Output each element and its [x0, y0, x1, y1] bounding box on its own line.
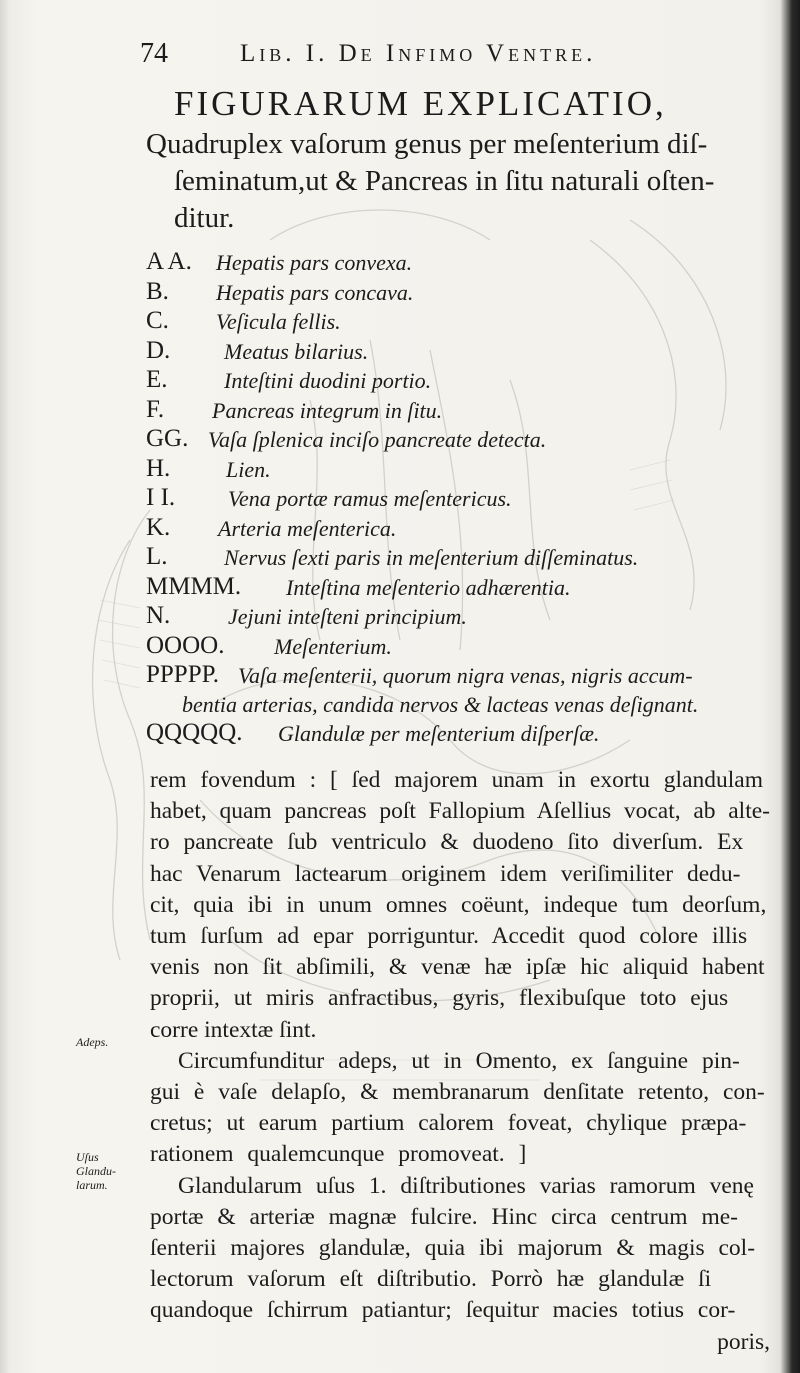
legend-item — [146, 719, 786, 749]
legend-item — [146, 661, 786, 719]
legend-desc: Hepatis pars convexa. — [216, 250, 413, 275]
intro-line: ſeminatum,ut & Pancreas in ſitu naturali oſten- — [174, 165, 715, 197]
margin-note-line: Glandu- — [76, 1164, 116, 1178]
body-line: hac Venarum lactearum originem idem veriſimiliter dedu- — [150, 860, 741, 887]
body-line: rem fovendum : [ ſed majorem unam in exortu glandulam — [150, 767, 764, 793]
legend-desc: Vaſa meſenterii, quorum nigra venas, nigris accum- — [238, 663, 693, 688]
legend-item — [146, 425, 786, 455]
intro-line: ditur. — [174, 202, 235, 234]
running-head: Lib. I. De Infimo Ventre. — [240, 40, 597, 67]
body-line: Circumfunditur adeps, ut in Omento, ex ſanguine pin- — [178, 1047, 740, 1074]
legend-item — [146, 484, 786, 514]
margin-note-usus — [76, 1150, 116, 1192]
legend-desc: Vaſa ſplenica inciſo pancreate detecta. — [208, 427, 547, 452]
body-line: habet, quam pancreas poſt Fallopium Aſellius vocat, ab alte- — [150, 798, 770, 825]
intro-paragraph — [146, 126, 766, 237]
legend-desc: Lien. — [226, 456, 271, 482]
legend-key: C. — [146, 307, 169, 334]
legend-desc: Hepatis pars concava. — [216, 279, 414, 305]
body-line: rationem qualemcunque promoveat. ] — [150, 1141, 527, 1168]
body-line: cretus; ut earum partium calorem foveat, chylique præpa- — [150, 1110, 747, 1137]
legend-key: QQQQQ. — [146, 719, 243, 746]
body-line: Glandularum uſus 1. diſtributiones varias ramorum venę — [178, 1172, 754, 1199]
legend-key: E. — [146, 366, 168, 393]
section-title: FIGURARUM EXPLICATIO, — [174, 84, 667, 123]
body-line: portæ & arteriæ magnæ fulcire. Hinc circa centrum me- — [150, 1203, 738, 1230]
legend-desc: Glandulæ per meſenterium diſperſæ. — [278, 721, 600, 746]
body-line: proprii, ut miris anfractibus, gyris, flexibuſque toto ejus — [150, 985, 729, 1012]
legend-key: I I. — [146, 484, 176, 511]
legend-desc: Nervus ſexti paris in meſenterium diſſeminatus. — [224, 545, 639, 570]
body-line: venis non ſit abſimili, & venæ hæ ipſæ hic aliquid habent — [150, 954, 765, 981]
margin-note-line: Uſus — [76, 1150, 99, 1164]
legend-item — [146, 543, 786, 573]
legend-item — [146, 396, 786, 426]
legend-desc: Meſenterium. — [274, 633, 392, 659]
legend-key: A A. — [146, 248, 192, 275]
body-line: gui è vaſe delapſo, & membranarum denſitate retento, con- — [150, 1079, 765, 1106]
legend-item — [146, 278, 786, 308]
legend-desc: Vena portæ ramus meſentericus. — [228, 486, 512, 511]
legend-item — [146, 455, 786, 485]
legend-key: OOOO. — [146, 631, 225, 659]
legend-item — [146, 514, 786, 544]
figure-legend — [146, 248, 786, 749]
margin-note-line: larum. — [76, 1178, 108, 1192]
body-line: poris, — [717, 1328, 770, 1355]
legend-key: PPPPP. — [146, 661, 219, 688]
legend-desc: Inteſtina meſenterio adhærentia. — [286, 574, 571, 600]
legend-desc: Meatus bilarius. — [224, 338, 369, 364]
legend-desc: Pancreas integrum in ſitu. — [212, 397, 443, 423]
legend-item — [146, 602, 786, 632]
legend-key: GG. — [146, 425, 189, 452]
legend-desc: Jejuni inteſteni principium. — [228, 604, 467, 629]
body-line: ro pancreate ſub ventriculo & duodeno ſito diverſum. Ex — [150, 829, 744, 856]
legend-desc-continued: bentia arterias, candida nervos & lacteas venas deſignant. — [182, 692, 699, 717]
legend-key: B. — [146, 277, 169, 305]
legend-desc: Inteſtini duodini portio. — [224, 368, 432, 393]
legend-key: L. — [146, 543, 168, 570]
body-line: tum ſurſum ad epar porriguntur. Accedit quod colore illis — [150, 923, 748, 950]
running-header — [140, 38, 700, 72]
body-line: cit, quia ibi in unum omnes coëunt, indeque tum deorſum, — [150, 891, 767, 918]
legend-desc: Arteria meſenterica. — [218, 515, 397, 541]
legend-item — [146, 307, 786, 337]
legend-key: MMMM. — [146, 572, 242, 600]
body-paragraphs — [150, 765, 770, 1358]
page-number: 74 — [140, 38, 168, 69]
legend-key: F. — [146, 395, 165, 423]
legend-key: K. — [146, 513, 171, 541]
legend-item — [146, 632, 786, 662]
intro-line: Quadruplex vaſorum genus per meſenterium diſ- — [146, 128, 708, 160]
legend-key: D. — [146, 336, 171, 364]
body-line: quandoque ſchirrum patiantur; ſequitur macies totius cor- — [150, 1297, 736, 1324]
body-line: lectorum vaſorum eſt diſtributio. Porrò hæ glandulæ ſi — [150, 1266, 712, 1293]
legend-item — [146, 573, 786, 603]
legend-desc: Veſicula fellis. — [216, 309, 341, 334]
legend-key: N. — [146, 602, 171, 629]
legend-item — [146, 248, 786, 278]
body-line: ſenterii majores glandulæ, quia ibi majorum & magis col- — [150, 1235, 756, 1262]
legend-key: H. — [146, 454, 171, 482]
margin-note-adeps: Adeps. — [76, 1035, 109, 1049]
legend-item — [146, 337, 786, 367]
body-line: corre intextæ ſint. — [150, 1016, 317, 1043]
legend-item — [146, 366, 786, 396]
